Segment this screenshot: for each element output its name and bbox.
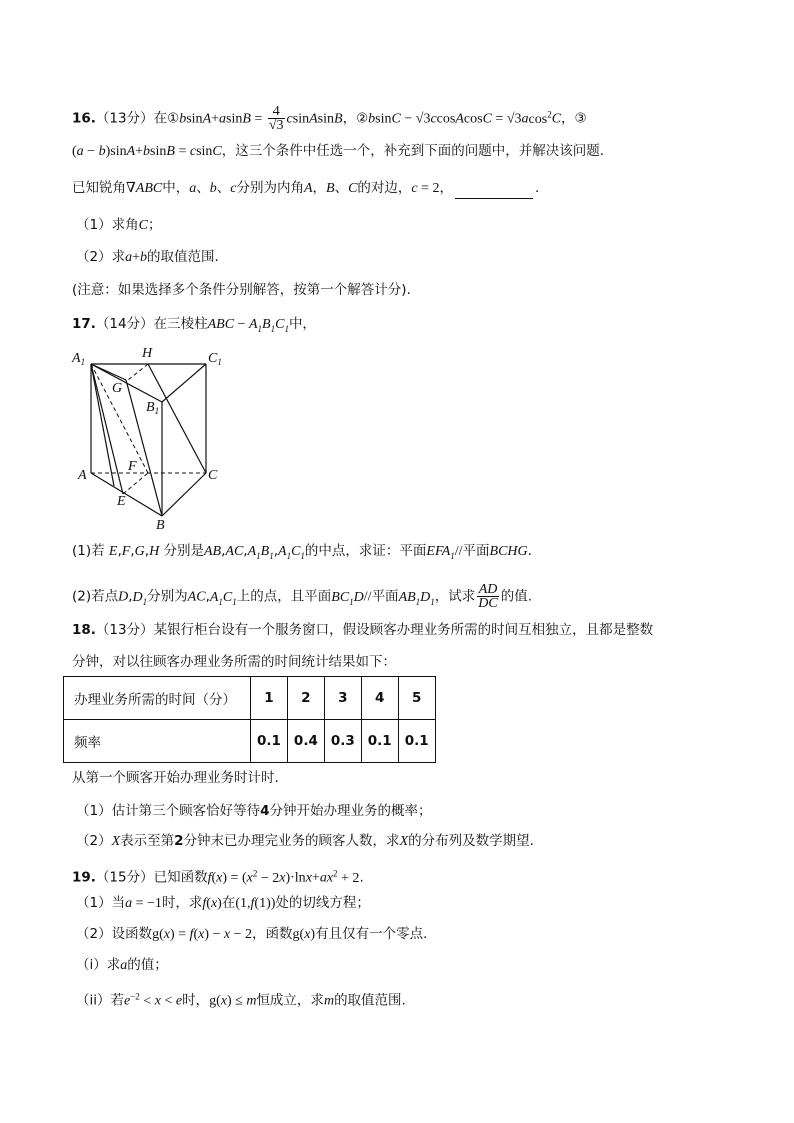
q19-part2-mid: ，函数 (252, 926, 293, 942)
q16-given: 已知锐角∇ABC中，a、b、c分别为内角A，B、C的对边，c = 2， . (72, 178, 539, 199)
q16-given-text-d: 的对边， (357, 180, 412, 196)
answer-blank[interactable] (455, 184, 533, 199)
label-G: G (112, 381, 123, 396)
q18-part1 (76, 801, 432, 821)
q16-part1: （1）求角C； (76, 217, 162, 233)
q17-part1: (1)若 E,F,G,H 分别是$AB,AC,A_1B_1,A_1C_1$的中点，求证：平面$EFA_1//$平面BCHG. (72, 543, 532, 561)
table-header-time: 办理业务所需的时间（分） (64, 677, 251, 720)
q17-part1-text: (1)若 (72, 543, 105, 559)
q17-part2-mid3: 平面 (371, 588, 399, 605)
q16-part2-end: 的取值范围. (147, 249, 219, 265)
q18-line1 (72, 620, 653, 640)
table-cell: 0.1 (398, 720, 435, 763)
fraction-AD-over-DC: $\frac{AD}{DC}$ (478, 582, 498, 611)
q17-intro-end: 中， (288, 316, 316, 332)
q19-part1-mid2: 在 (221, 895, 236, 911)
q16-condition-1-mark: ① (167, 110, 180, 127)
q19-part1-text: （1）当 (76, 895, 126, 911)
q16-given-text-c: 分别为内角 (236, 180, 304, 196)
label-B1: $B_1$ (146, 400, 160, 416)
q19-number: 19. (72, 869, 96, 886)
q18-part2: （2）X表示至第2分钟末已办理完业务的顾客人数，求X的分布列及数学期望. (76, 833, 534, 849)
prism-figure (68, 340, 238, 532)
label-B: B (156, 518, 165, 532)
q19-part2-end: 有且仅有一个零点. (315, 926, 428, 942)
q16-part1-text: （1）求角 (76, 217, 139, 233)
q16-condition-2: b (368, 111, 376, 127)
q17-intro: 在三棱柱 (153, 316, 208, 332)
q16-line1: 16.（13分）在①bsinA+asinB = $\frac{4}{√3}$ csinAsinB，②bsinC − √3ccosAcosC = √3acos$^2$C，③ (72, 104, 587, 134)
q18-part1-text: （1）估计第三个顾客恰好等待 (76, 803, 261, 819)
q17-line1: 17.（14分）在三棱柱ABC − $A_1B_1C_1$中， (72, 316, 316, 334)
q16-condition-2-mark: ② (356, 110, 369, 127)
q16-given-text-a: 已知锐角 (72, 180, 126, 196)
q18-intro: 某银行柜台设有一个服务窗口，假设顾客办理业务所需的时间互相独立，且都是整数 (153, 622, 654, 638)
q17-part1-mid: 分别是 (163, 543, 204, 559)
q18-part2-text: （2） (76, 833, 112, 849)
q16-given-text-b: 中， (162, 180, 190, 196)
q19-part2-ii: （ii）若$e^{-2} < x < e$时，g(x) ≤ m恒成立，求m的取值范围. (76, 991, 406, 1009)
q16-line2-text: ，这三个条件中任选一个，补充到下面的问题中，并解决该问题. (221, 143, 605, 159)
q16-condition-3-mark: ③ (574, 110, 587, 127)
q18-part1-number: 4 (260, 803, 270, 819)
q18-part2-end: 的分布列及数学期望. (408, 833, 534, 849)
table-cell: 4 (361, 677, 398, 720)
fraction-4-over-root3: $\frac{4}{√3}$ (268, 104, 284, 134)
q16-note: (注意：如果选择多个条件分别解答，按第一个解答计分). (72, 282, 411, 298)
q19-intro: 已知函数 (153, 869, 208, 886)
table-cell: 5 (398, 677, 435, 720)
q18-part2-mid2: 分钟末已办理完业务的顾客人数，求 (183, 833, 400, 849)
q17-part2-mid2: 上的点，且平面 (236, 588, 332, 605)
q17-part1-mid2: 的中点，求证：平面 (304, 543, 427, 559)
q16-part1-end: ； (147, 217, 162, 233)
q18-line2: 分钟，对以往顾客办理业务所需的时间统计结果如下： (72, 654, 396, 670)
table-cell: 0.3 (324, 720, 361, 763)
table-cell: 0.4 (287, 720, 324, 763)
q17-part2-end: 的值. (500, 588, 533, 605)
table-cell: 1 (251, 677, 288, 720)
q16-number: 16. (72, 110, 96, 127)
q16-intro: 在 (153, 110, 168, 127)
q19-score: （15分） (95, 869, 154, 886)
q18-part1-end: 分钟开始办理业务的概率； (269, 803, 432, 819)
q17-part2-mid4: ，试求 (434, 588, 476, 605)
table-header-frequency: 频率 (64, 720, 251, 763)
q17-part2-text: (2)若点 (72, 588, 119, 605)
table-cell: 0.1 (361, 720, 398, 763)
table-row (64, 720, 436, 763)
label-A: A (78, 468, 87, 483)
label-C: C (208, 468, 218, 483)
q19-part1-end: 处的切线方程； (275, 895, 370, 911)
table-row (64, 677, 436, 720)
q19-part2-i-text: （i）求 (76, 957, 121, 973)
time-frequency-table (63, 676, 436, 763)
q17-part2-mid: 分别为 (147, 588, 188, 605)
q17-score: （14分） (95, 316, 154, 332)
q19-part2-i: （i）求a的值； (76, 957, 168, 973)
label-H: H (142, 346, 153, 361)
q19-part2-ii-end: 的取值范围. (334, 992, 406, 1009)
q19-line1: 19.（15分）已知函数$f(x) = (x^2 - 2x)\cdot\ln x+ax^2 + 2$. (72, 868, 364, 886)
q18-number: 18. (72, 622, 96, 638)
q19-part1: （1）当a = −1时，求f(x)在(1,f(1))处的切线方程； (76, 895, 370, 911)
q16-part2: （2）求a+b的取值范围. (76, 249, 219, 265)
table-cell: 3 (324, 677, 361, 720)
q19-part2: （2）设函数g(x) = f(x) − x − 2，函数g(x)有且仅有一个零点. (76, 926, 428, 942)
table-cell: 2 (287, 677, 324, 720)
q16-part2-text: （2）求 (76, 249, 126, 265)
label-C1: $C_1$ (208, 351, 222, 367)
q16-score: （13分） (95, 110, 154, 127)
q18-part2-mid: 表示至第 (120, 833, 175, 849)
q16-line2: (a − b)sinA+bsinB = csinC，这三个条件中任选一个，补充到下面的问题中，并解决该问题. (72, 143, 605, 159)
q19-part2-ii-mid: 时， (182, 992, 210, 1009)
q17-part2: (2)若点$D,D_1$分别为$AC,A_1C_1$上的点，且平面$BC_1D//$平面$AB_1D_1$，试求 $\frac{AD}{DC}$ 的值. (72, 582, 533, 611)
label-F: F (128, 459, 137, 474)
label-A1: $A_1$ (72, 351, 86, 367)
q18-start: 从第一个顾客开始办理业务时计时. (72, 770, 279, 786)
q18-score: （13分） (95, 622, 154, 638)
q19-part2-i-end: 的值； (127, 957, 168, 973)
label-E: E (117, 494, 126, 509)
table-cell: 0.1 (251, 720, 288, 763)
q19-part2-text: （2）设函数 (76, 926, 153, 942)
q17-number: 17. (72, 316, 96, 332)
q19-part1-mid: 时，求 (161, 895, 203, 911)
q17-part1-mid3: 平面 (462, 543, 490, 559)
q16-condition-1: b (179, 111, 187, 127)
q16-condition-3: a (76, 144, 84, 159)
q19-part2-ii-mid2: 恒成立，求 (256, 992, 324, 1009)
q18-part2-number: 2 (174, 833, 184, 849)
q19-part2-ii-text: （ii）若 (76, 992, 125, 1009)
